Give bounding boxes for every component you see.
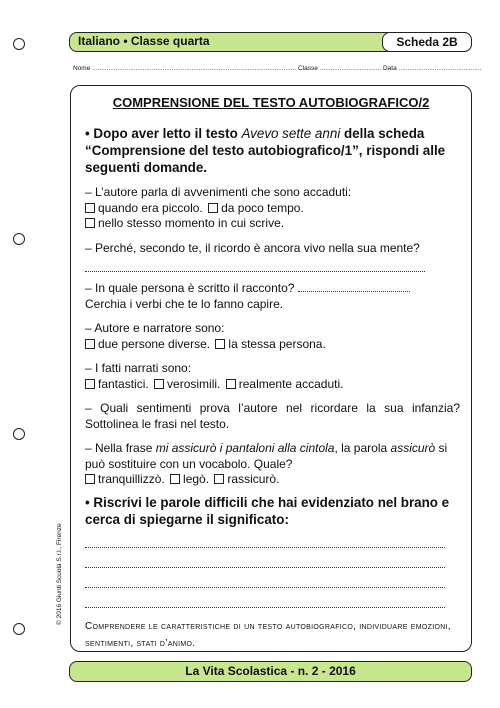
answer-line[interactable] (85, 574, 445, 588)
header-bar (69, 32, 472, 52)
answer-line[interactable] (85, 534, 445, 548)
checkbox[interactable] (85, 218, 95, 228)
checkbox[interactable] (85, 203, 95, 213)
date-label: Data (382, 65, 397, 72)
checkbox[interactable] (208, 203, 218, 213)
binder-hole-3 (13, 428, 25, 440)
question-1: – L’autore parla di avvenimenti che sono accaduti: (85, 185, 352, 199)
answer-line[interactable] (298, 291, 410, 292)
worksheet-title: COMPRENSIONE DEL TESTO AUTOBIOGRAFICO/2 (112, 95, 430, 110)
learning-objective: Comprendere le caratteristiche di un testo autobiografico, individuare emozioni, sentimenti, stati d’animo. (85, 620, 451, 649)
student-info-line: Nome ................................................................................................................. Classe .................................. Data .............................................. (73, 65, 482, 72)
answer-line[interactable] (85, 594, 445, 608)
question-7: – Nella frase mi assicurò i pantaloni alla cintola, la parola assicurò si può sostituire con un vocabolo. Quale? (85, 441, 448, 471)
checkbox[interactable] (85, 474, 95, 484)
checkbox[interactable] (226, 379, 236, 389)
question-2: – Perché, secondo te, il ricordo è ancora vivo nella sua mente? (85, 240, 420, 255)
intro-instruction: • Dopo aver letto il testo Avevo sette anni della scheda “Comprensione del testo autobiografico/1”, rispondi alle seguenti domande. (85, 126, 446, 175)
checkbox[interactable] (85, 339, 95, 349)
rewrite-instruction: • Riscrivi le parole difficili che hai evidenziato nel brano e cerca di spiegarne il significato: (85, 494, 450, 527)
binder-hole-4 (13, 623, 25, 635)
question-6: – Quali sentimenti prova l’autore nel ricordare la sua infanzia? Sottolinea le frasi nel testo. (85, 401, 460, 431)
copyright-credit: © 2016 Giunti Scuola S.r.l., Firenze (56, 523, 63, 625)
checkbox[interactable] (85, 379, 95, 389)
binder-hole-1 (13, 38, 25, 50)
checkbox[interactable] (154, 379, 164, 389)
answer-line[interactable] (85, 554, 445, 568)
binder-hole-2 (13, 233, 25, 245)
name-label: Nome (73, 65, 91, 72)
question-4: – Autore e narratore sono: (85, 321, 225, 335)
checkbox[interactable] (215, 339, 225, 349)
class-label: Classe (298, 65, 318, 72)
checkbox[interactable] (170, 474, 180, 484)
footer-bar: La Vita Scolastica - n. 2 - 2016 (69, 661, 472, 682)
sheet-code: Scheda 2B (382, 32, 472, 52)
question-3: – In quale persona è scritto il racconto? (85, 281, 460, 297)
subject-label: Italiano • Classe quarta (78, 34, 210, 48)
question-5: – I fatti narrati sono: (85, 361, 192, 375)
checkbox[interactable] (214, 474, 224, 484)
answer-line[interactable] (85, 258, 425, 272)
worksheet-content: • Dopo aver letto il testo Avevo sette anni della scheda “Comprensione del testo autobiografico/1”, rispondi alle seguenti domande. – L’autore parla di avvenimenti che sono accaduti: quando era piccolo. da poco tempo. nello stesso momento in cui scrive. – Perché, secondo te, il ricordo è ancora vivo nella sua mente? – In quale persona è scritto il racconto? Cerchia i verbi che te lo fanno capire. – Autore e narratore sono: due persone diverse. la stessa persona. – I fatti narrati sono: fantastici. verosimili. realmente accaduti. – Quali sentimenti prova l’autore nel ricordare la sua infanzia? Sottolinea le frasi nel testo. – Nella frase mi assicurò i pantaloni alla cintola, la parola assicurò si può sostituire con un vocabolo. Quale? tranquillizzò. legò. rassicurò. • Riscrivi le parole difficili che hai evidenziato nel brano e cerca di spiegarne il significato: Comprendere le caratteristiche di un testo autobiografico, individuare emozioni, sentimenti, stati d’animo. (85, 125, 460, 652)
